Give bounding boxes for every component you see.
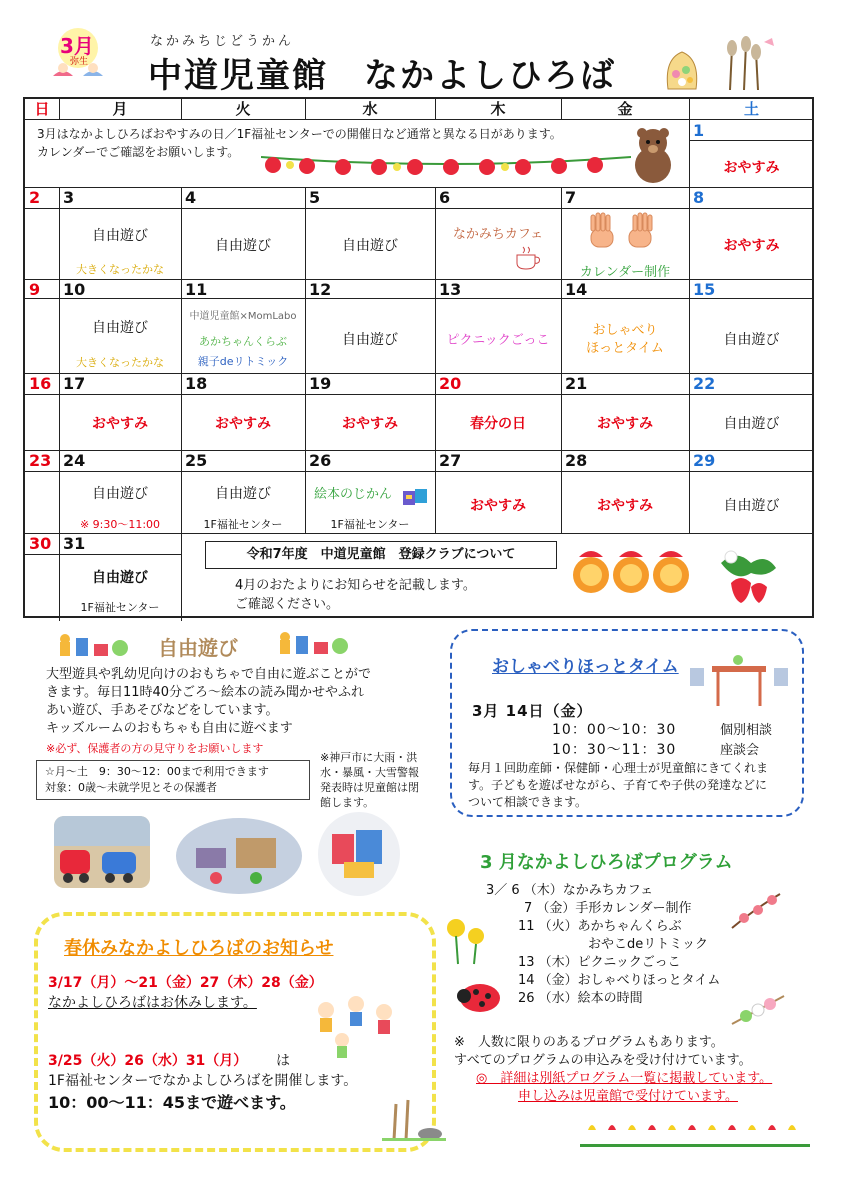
slot-1-time: 10：00～10：30 bbox=[552, 722, 677, 738]
cell-mar-14-line-2: ほっとタイム bbox=[586, 341, 664, 356]
hours-box bbox=[36, 760, 310, 800]
date-14: 14 bbox=[565, 280, 588, 299]
cell-mar-10: 自由遊び bbox=[92, 320, 148, 336]
cell-mar-31-sub: 1F福祉センター bbox=[80, 601, 160, 614]
hanami-dango bbox=[728, 992, 788, 1028]
program-item-1: 3／ 6 （木）なかみちカフェ bbox=[486, 883, 654, 898]
weather-note-line-2: 水・暴風・大雪警報 bbox=[320, 766, 419, 779]
cell-sat-1: おやすみ bbox=[723, 160, 780, 176]
weather-note-line-4: 館します。 bbox=[320, 796, 375, 809]
program-notes bbox=[454, 1034, 772, 1106]
date-29: 29 bbox=[693, 451, 716, 470]
strawberry-plant bbox=[711, 543, 781, 609]
grid-line bbox=[181, 99, 182, 119]
weekday-fri: 金 bbox=[617, 100, 633, 118]
coffee-cup-icon bbox=[513, 245, 543, 271]
date-5: 5 bbox=[309, 188, 321, 207]
program-note-4: 申し込みは児童館で受付けています。 bbox=[518, 1089, 738, 1104]
date-28: 28 bbox=[565, 451, 588, 470]
date-3: 3 bbox=[63, 188, 75, 207]
tulip-row bbox=[580, 1118, 810, 1148]
grid-line bbox=[59, 99, 60, 119]
grid-line bbox=[25, 394, 814, 395]
strawberry-garland-icon bbox=[261, 151, 631, 175]
cell-mar-18: おやすみ bbox=[215, 416, 271, 432]
program-item-3: 11 （火）あかちゃんくらぶ bbox=[518, 919, 682, 934]
club-note bbox=[235, 576, 476, 614]
car-toy-icon bbox=[54, 816, 150, 888]
children-icon bbox=[308, 990, 402, 1060]
hours-line-1: ☆月～土 9：30～12：00まで利用できます bbox=[45, 765, 269, 778]
cell-mar-13: ピクニックごっこ bbox=[446, 333, 550, 348]
weekday-tue: 火 bbox=[235, 100, 251, 118]
chat-desc-line-2: す。子どもを遊ばせながら、子育てや子供の発達などに bbox=[468, 778, 768, 792]
cell-mar-24-sub: ※ 9:30～11:00 bbox=[79, 518, 161, 531]
grid-line bbox=[561, 99, 562, 119]
title-ruby: なかみちじどうかん bbox=[150, 34, 295, 49]
free-play-line-1: 大型遊具や乳幼児向けのおもちゃで自由に遊ぶことがで bbox=[46, 667, 372, 682]
cell-mar-4: 自由遊び bbox=[215, 238, 271, 254]
club-title: 令和7年度 中道児童館 登録クラブについて bbox=[205, 541, 557, 569]
cell-mar-21: おやすみ bbox=[597, 416, 653, 432]
spring-open-text: 1F福祉センターでなかよしひろばを開催します。 bbox=[48, 1073, 358, 1089]
chat-time-title: おしゃべりほっとタイム bbox=[492, 657, 679, 677]
program-item-2: 7 （金）手形カレンダー制作 bbox=[524, 901, 692, 916]
cell-mar-11-line-1: 中道児童館×MomLabo bbox=[189, 311, 297, 322]
weekday-wed: 水 bbox=[362, 100, 378, 118]
coffee-cup bbox=[513, 245, 543, 271]
hina-arare-icon bbox=[660, 34, 780, 92]
slot-2-time: 10：30～11：30 bbox=[552, 742, 677, 758]
program-item-5: 13 （木）ピクニックごっこ bbox=[518, 955, 681, 970]
cell-mar-26: 絵本のじかん bbox=[313, 487, 392, 502]
date-11: 11 bbox=[185, 280, 208, 299]
photo-ride-on-toys bbox=[54, 816, 150, 888]
date-21: 21 bbox=[565, 374, 588, 393]
spring-closed-text: なかよしひろばはお休みします。 bbox=[48, 995, 257, 1011]
club-line-2: ご確認ください。 bbox=[235, 597, 340, 612]
date-25: 25 bbox=[185, 451, 208, 470]
free-play-line-3: あい遊び、手あそびなどをしています。 bbox=[46, 703, 279, 718]
date-17: 17 bbox=[63, 374, 86, 393]
weekday-sun: 日 bbox=[34, 100, 50, 118]
cell-mar-7: カレンダー制作 bbox=[579, 265, 671, 280]
cell-mar-25: 自由遊び bbox=[215, 486, 271, 502]
date-4: 4 bbox=[185, 188, 197, 207]
grid-line bbox=[435, 99, 436, 119]
toys-icon bbox=[56, 632, 130, 660]
grid-line bbox=[689, 140, 814, 141]
free-play-warning: ※必ず、保護者の方の見守りをお願いします bbox=[46, 742, 264, 755]
grid-line bbox=[305, 99, 306, 119]
strawberry-icon bbox=[711, 543, 781, 609]
cell-mar-3-sub: 大きくなったかな bbox=[76, 263, 164, 276]
strawberry-garland bbox=[261, 151, 631, 175]
hand-print bbox=[585, 211, 665, 251]
weather-note-line-3: 発表時は児童館は閉 bbox=[320, 781, 419, 794]
toys-decoration-right bbox=[276, 630, 350, 658]
grid-line bbox=[25, 208, 814, 209]
badge-sub: 弥生 bbox=[70, 57, 89, 67]
horsetail-icon bbox=[382, 1096, 446, 1142]
spring-open-hours: 10：00～11：45まで遊べます。 bbox=[48, 1093, 296, 1112]
cell-mar-14-line-1: おしゃべり bbox=[592, 323, 658, 338]
date-19: 19 bbox=[309, 374, 332, 393]
cell-mar-31: 自由遊び bbox=[92, 570, 148, 586]
date-24: 24 bbox=[63, 451, 86, 470]
toys-icon bbox=[276, 630, 350, 658]
slot-2-label: 座談会 bbox=[720, 743, 760, 758]
lion-strawberry-icon bbox=[571, 545, 691, 605]
date-6: 6 bbox=[439, 188, 451, 207]
program-note-2: すべてのプログラムの申込みを受け付けています。 bbox=[454, 1053, 752, 1068]
toys-decoration-left bbox=[56, 632, 130, 660]
cell-mar-22: 自由遊び bbox=[723, 416, 780, 432]
cell-mar-25-sub: 1F福祉センター bbox=[203, 518, 283, 531]
spring-break-title: 春休みなかよしひろばのお知らせ bbox=[64, 938, 334, 959]
dango-icon bbox=[728, 992, 788, 1028]
playroom-icon bbox=[176, 818, 302, 894]
weekday-mon: 月 bbox=[112, 100, 128, 118]
cell-mar-15: 自由遊び bbox=[723, 332, 780, 348]
page-title: 中道児童館 なかよしひろば bbox=[148, 56, 616, 96]
grid-line bbox=[25, 533, 814, 534]
program-item-7: 26 （水）絵本の時間 bbox=[518, 991, 643, 1006]
club-line-1: 4月のおたよりにお知らせを記載します。 bbox=[235, 578, 476, 593]
program-list bbox=[486, 882, 720, 1008]
toys-photo-icon bbox=[318, 812, 400, 896]
plum-blossom-icon bbox=[728, 888, 784, 934]
ladybug-illustration bbox=[454, 978, 506, 1014]
books-icon bbox=[401, 487, 431, 507]
cell-mar-6: なかみちカフェ bbox=[452, 227, 544, 242]
spring-open-dates-suffix: は bbox=[276, 1053, 290, 1069]
date-16: 16 bbox=[29, 374, 52, 393]
march-badge bbox=[48, 26, 108, 86]
photo-kids-room bbox=[176, 818, 302, 894]
dandelion-illustration bbox=[442, 914, 492, 966]
date-7: 7 bbox=[565, 188, 577, 207]
header-decoration bbox=[660, 34, 780, 92]
weather-note-line-1: ※神戸市に大雨・洪 bbox=[320, 751, 418, 764]
date-12: 12 bbox=[309, 280, 332, 299]
free-play-description bbox=[46, 666, 371, 738]
date-1: 1 bbox=[693, 121, 705, 140]
program-note-3: ◎ 詳細は別紙プログラム一覧に掲載しています。 bbox=[476, 1071, 773, 1086]
cell-mar-5: 自由遊び bbox=[342, 238, 398, 254]
date-2: 2 bbox=[29, 188, 41, 207]
weather-note bbox=[320, 750, 419, 810]
cell-mar-19: おやすみ bbox=[342, 416, 398, 432]
cell-mar-28: おやすみ bbox=[597, 498, 653, 514]
chat-desc-line-3: ついて相談できます。 bbox=[468, 795, 588, 809]
grid-line bbox=[25, 554, 181, 555]
cell-mar-29: 自由遊び bbox=[723, 498, 780, 514]
grid-line bbox=[25, 119, 814, 120]
calendar bbox=[23, 97, 814, 618]
hours-line-2: 対象：0歳～未就学児とその保護者 bbox=[45, 781, 217, 794]
cell-mar-11-line-2: あかちゃんくらぶ bbox=[199, 335, 287, 348]
free-play-title: 自由遊び bbox=[158, 636, 238, 660]
date-13: 13 bbox=[439, 280, 462, 299]
free-play-line-4: キッズルームのおもちゃも自由に遊べます bbox=[46, 721, 293, 736]
notice-line-2: カレンダーでご確認をお願いします。 bbox=[37, 145, 240, 159]
horsetail-illustration bbox=[382, 1096, 446, 1142]
date-30: 30 bbox=[29, 534, 52, 553]
date-10: 10 bbox=[63, 280, 86, 299]
program-title: 3 月なかよしひろばプログラム bbox=[480, 852, 733, 873]
cell-mar-26-sub: 1F福祉センター bbox=[330, 518, 410, 531]
dandelion-icon bbox=[442, 914, 492, 966]
spring-closed-dates: 3/17（月）～21（金）27（木）28（金） bbox=[48, 975, 323, 991]
date-18: 18 bbox=[185, 374, 208, 393]
lion-characters bbox=[571, 545, 691, 605]
date-22: 22 bbox=[693, 374, 716, 393]
table-chairs bbox=[686, 652, 790, 708]
slot-1-label: 個別相談 bbox=[720, 723, 773, 738]
program-item-6: 14 （金）おしゃべりほっとタイム bbox=[518, 973, 721, 988]
plum-blossom bbox=[728, 888, 784, 934]
cell-mar-10-sub: 大きくなったかな bbox=[76, 356, 164, 369]
date-20: 20 bbox=[439, 374, 462, 393]
chat-time-description bbox=[468, 760, 768, 811]
bear-icon bbox=[629, 125, 677, 185]
picture-books bbox=[401, 487, 431, 507]
date-8: 8 bbox=[693, 188, 705, 207]
bear-illustration bbox=[629, 125, 677, 185]
cell-mar-17: おやすみ bbox=[92, 416, 148, 432]
cell-mar-8: おやすみ bbox=[723, 238, 780, 254]
tulips-icon bbox=[580, 1118, 810, 1148]
cell-mar-27: おやすみ bbox=[470, 498, 526, 514]
chat-desc-line-1: 毎月１回助産師・保健師・心理士が児童館にきてくれま bbox=[468, 761, 769, 775]
grid-line bbox=[59, 187, 60, 621]
cell-mar-12: 自由遊び bbox=[342, 332, 398, 348]
grid-line bbox=[561, 187, 562, 533]
free-play-line-2: きます。毎日11時40分ごろ～絵本の読み聞かせやふれ bbox=[46, 685, 365, 700]
notice-line-1: 3月はなかよしひろばおやすみの日／1F福祉センターでの開催日など通常と異なる日があります。 bbox=[37, 127, 562, 141]
date-9: 9 bbox=[29, 280, 41, 299]
badge-month: 3月 bbox=[60, 34, 94, 58]
weekday-thu: 木 bbox=[490, 100, 506, 118]
date-15: 15 bbox=[693, 280, 716, 299]
children-illustration bbox=[308, 990, 402, 1060]
date-31: 31 bbox=[63, 534, 86, 553]
grid-line bbox=[25, 471, 814, 472]
date-23: 23 bbox=[29, 451, 52, 470]
weekday-sat: 土 bbox=[743, 100, 759, 118]
photo-toys bbox=[318, 812, 400, 896]
chat-time-date: 3月 14日（金） bbox=[472, 702, 593, 720]
hand-print-icon bbox=[585, 211, 665, 251]
date-26: 26 bbox=[309, 451, 332, 470]
date-27: 27 bbox=[439, 451, 462, 470]
cell-mar-3: 自由遊び bbox=[92, 228, 148, 244]
program-note-1: ※ 人数に限りのあるプログラムもあります。 bbox=[454, 1035, 724, 1050]
ladybug-icon bbox=[454, 978, 506, 1014]
cell-mar-11-line-3: 親子deリトミック bbox=[197, 355, 289, 368]
cell-mar-24: 自由遊び bbox=[92, 486, 148, 502]
table-icon bbox=[686, 652, 790, 708]
spring-open-dates: 3/25（火）26（水）31（月） bbox=[48, 1053, 248, 1069]
cell-mar-20: 春分の日 bbox=[470, 416, 526, 432]
program-item-4: おやこdeリトミック bbox=[588, 937, 708, 952]
